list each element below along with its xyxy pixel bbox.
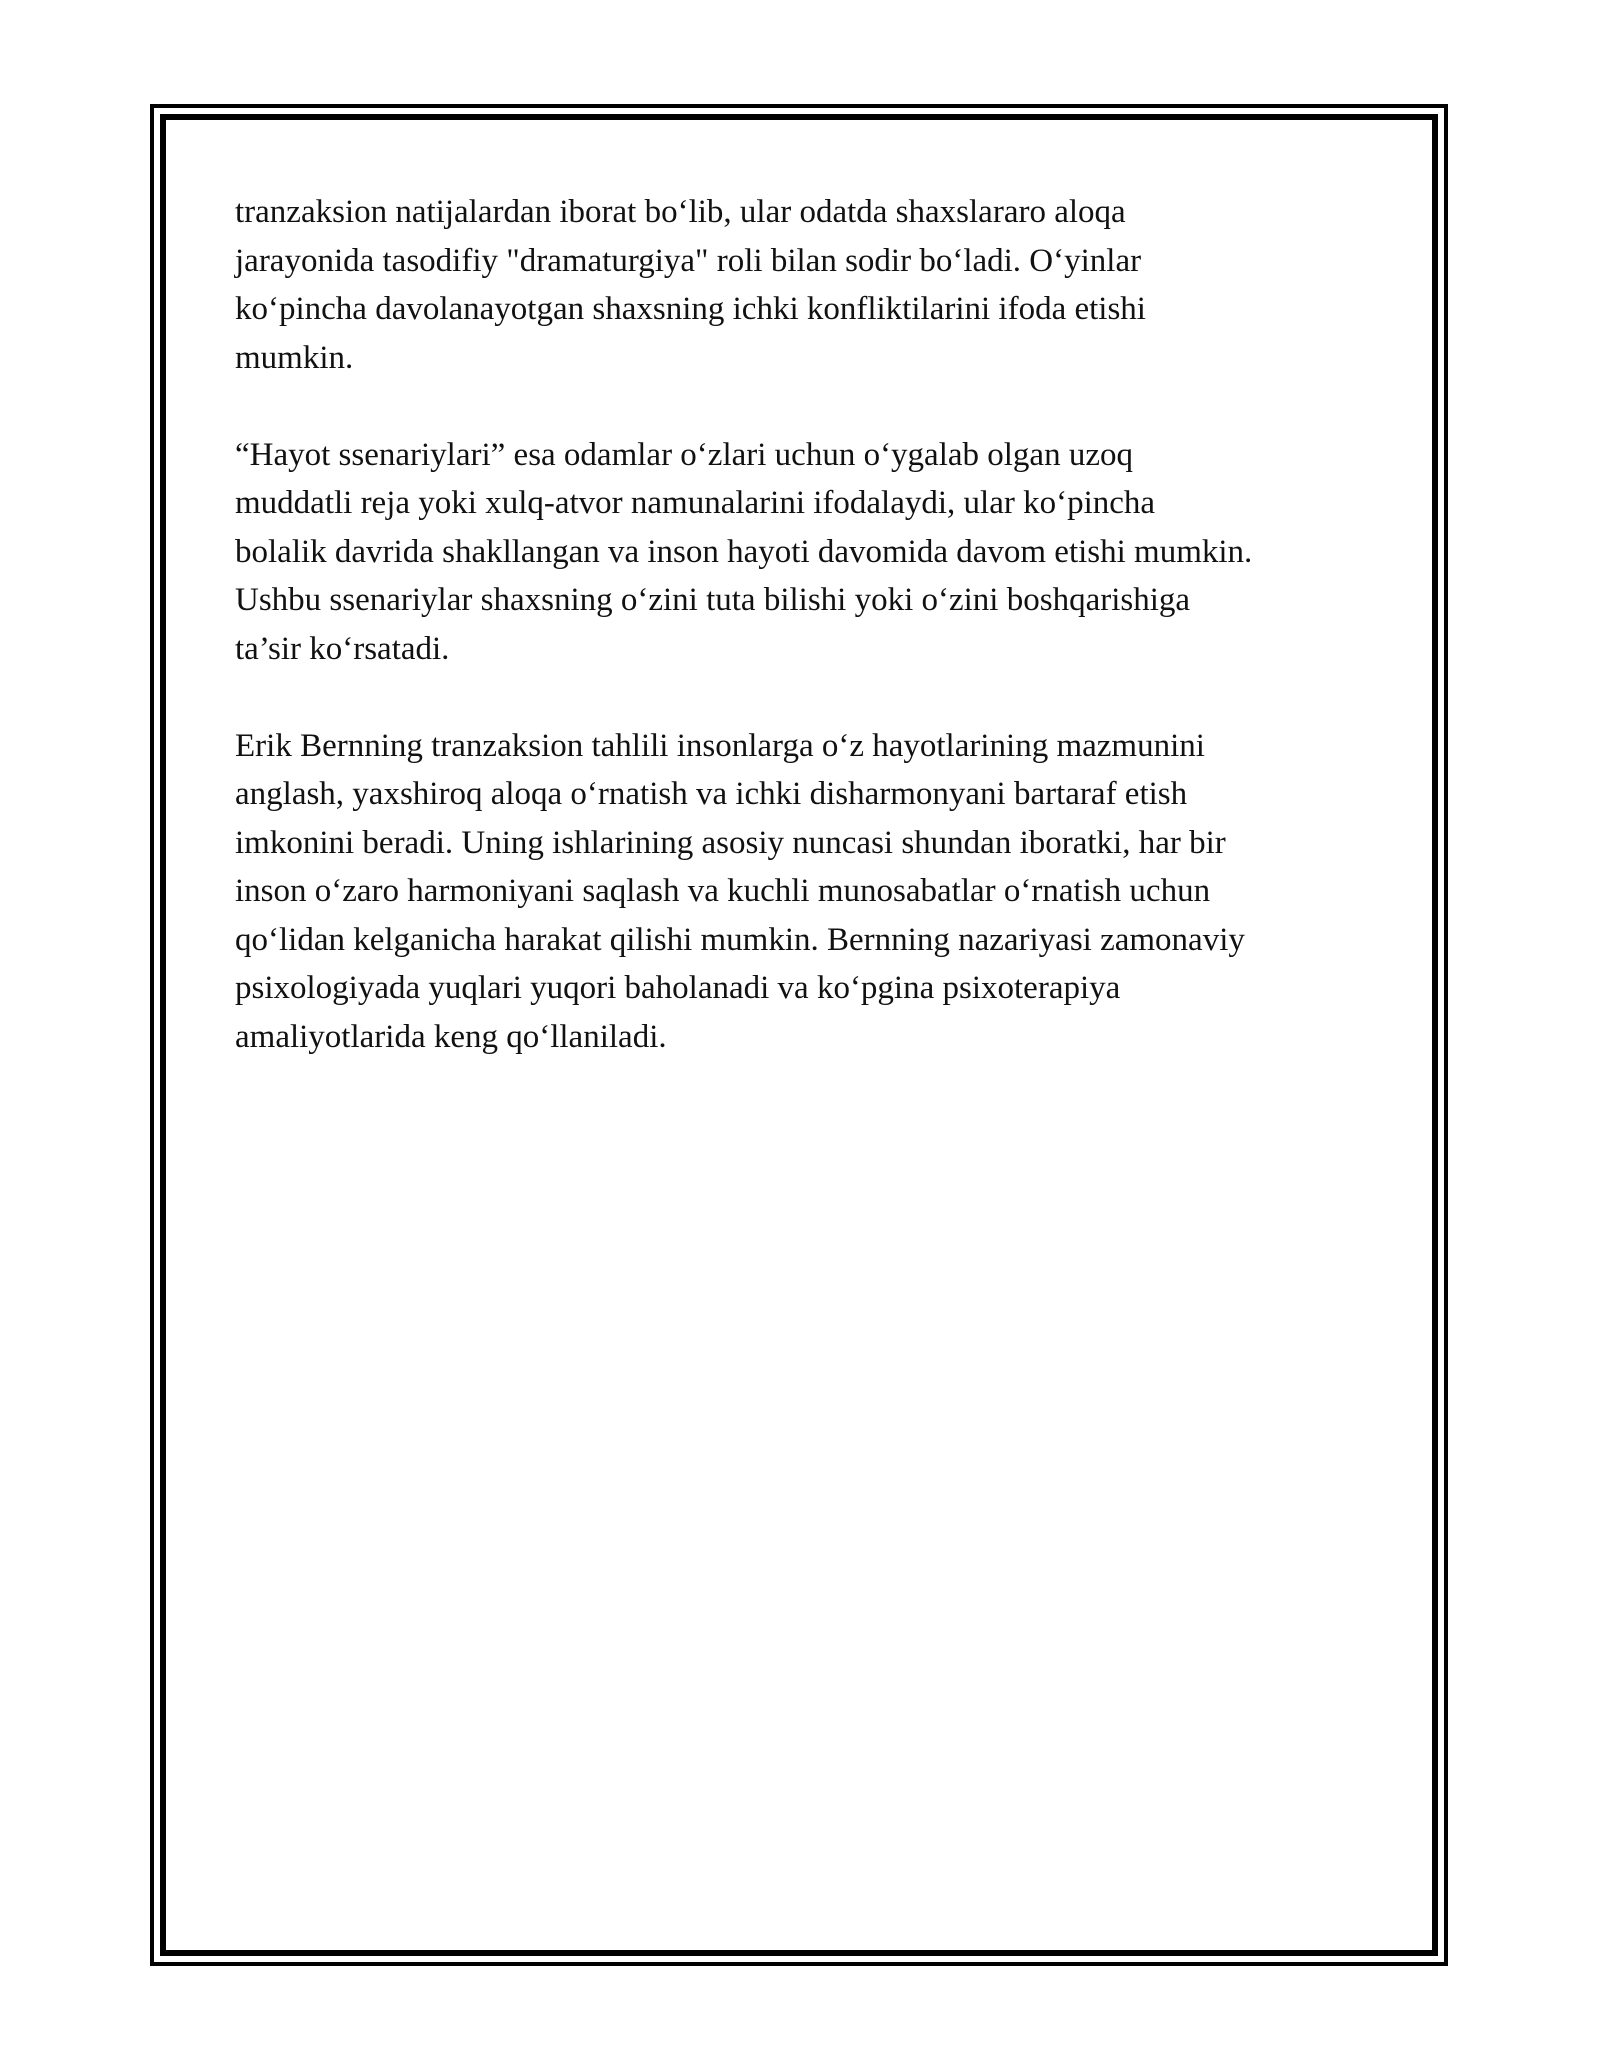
text-line: tranzaksion natijalardan iborat boʻlib, ular odatda shaxslararo aloqa [235, 194, 1126, 230]
text-line: imkonini beradi. Uning ishlarining asosiy nuncasi shundan iboratki, har bir [235, 824, 1226, 861]
text-line: Ushbu ssenariylar shaxsning oʻzini tuta bilishi yoki oʻzini boshqarishiga [235, 582, 1191, 618]
text-line: jarayonida tasodifiy "dramaturgiya" roli bilan sodir boʻladi. Oʻyinlar [235, 242, 1142, 279]
text-line: amaliyotlarida keng qoʻllaniladi. [235, 1018, 667, 1055]
text-line: inson oʻzaro harmoniyani saqlash va kuchli munosabatlar oʻrnatish uchun [235, 873, 1211, 909]
text-line: “Hayot ssenariylari” esa odamlar oʻzlari uchun oʻygalab olgan uzoq [235, 436, 1133, 473]
text-line: qoʻlidan kelganicha harakat qilishi mumkin. Bernning nazariyasi zamonaviy [235, 921, 1245, 958]
text-line: anglash, yaxshiroq aloqa oʻrnatish va ichki disharmonyani bartaraf etish [235, 776, 1188, 812]
text-line: mumkin. [235, 339, 354, 376]
text-line: Erik Bernning tranzaksion tahlili insonlarga oʻz hayotlarining mazmunini [235, 727, 1205, 764]
paragraph-life-scripts [235, 431, 1375, 674]
text-line: ta’sir koʻrsatadi. [235, 630, 450, 667]
text-line: koʻpincha davolanayotgan shaxsning ichki konfliktilarini ifoda etishi [235, 291, 1146, 327]
text-line: psixologiyada yuqlari yuqori baholanadi va koʻpgina psixoterapiya [235, 970, 1121, 1006]
text-line: muddatli reja yoki xulq-atvor namunalarini ifodalaydi, ular koʻpincha [235, 485, 1156, 521]
document-body [235, 188, 1375, 1110]
paragraph-conclusion [235, 722, 1375, 1062]
paragraph-games [235, 188, 1375, 382]
text-line: bolalik davrida shakllangan va inson hayoti davomida davom etishi mumkin. [235, 533, 1253, 570]
